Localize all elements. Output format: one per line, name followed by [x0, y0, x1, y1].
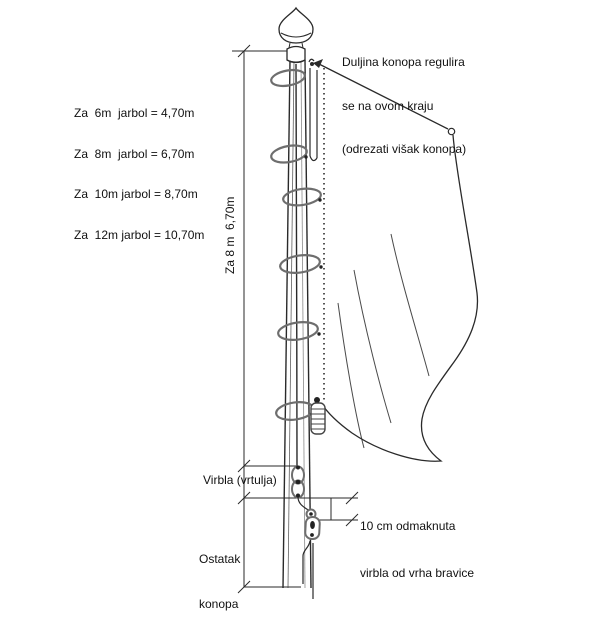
offset-note-line1: 10 cm odmaknuta	[360, 519, 456, 533]
vertical-dimension-label: Za 8 m 6,70m	[223, 196, 237, 274]
size-table-row: Za 8m jarbol = 6,70m	[74, 146, 195, 161]
rope-length-note-line3: (odrezati višak konopa)	[342, 142, 467, 156]
size-table-row: Za 12m jarbol = 10,70m	[74, 227, 205, 242]
remainder-label-line1: Ostatak	[199, 552, 241, 566]
rope-tube	[309, 59, 317, 160]
rope-length-note	[342, 26, 466, 186]
size-table	[74, 80, 204, 269]
size-table-row: Za 10m jarbol = 8,70m	[74, 187, 198, 201]
remainder-label	[199, 522, 240, 642]
leader-arrowhead	[313, 59, 323, 68]
swivel-label: Virbla (vrtulja)	[203, 473, 277, 487]
rope-length-note-line2: se na ovom kraju	[342, 98, 434, 113]
rope-stopper	[311, 397, 325, 434]
remainder-label-line2: konopa	[199, 597, 239, 611]
snap-hook	[305, 510, 320, 540]
offset-note-line2: virbla od vrha bravice	[360, 565, 475, 580]
rope-swivel-to-hook	[298, 497, 308, 510]
dimension-lines	[232, 45, 358, 593]
swivel	[292, 466, 304, 498]
size-table-row: Za 6m jarbol = 4,70m	[74, 106, 195, 120]
rope-length-note-line1: Duljina konopa regulira	[342, 55, 465, 69]
flag-fold-lines	[338, 234, 429, 448]
finial	[279, 8, 313, 63]
offset-note	[360, 488, 474, 612]
